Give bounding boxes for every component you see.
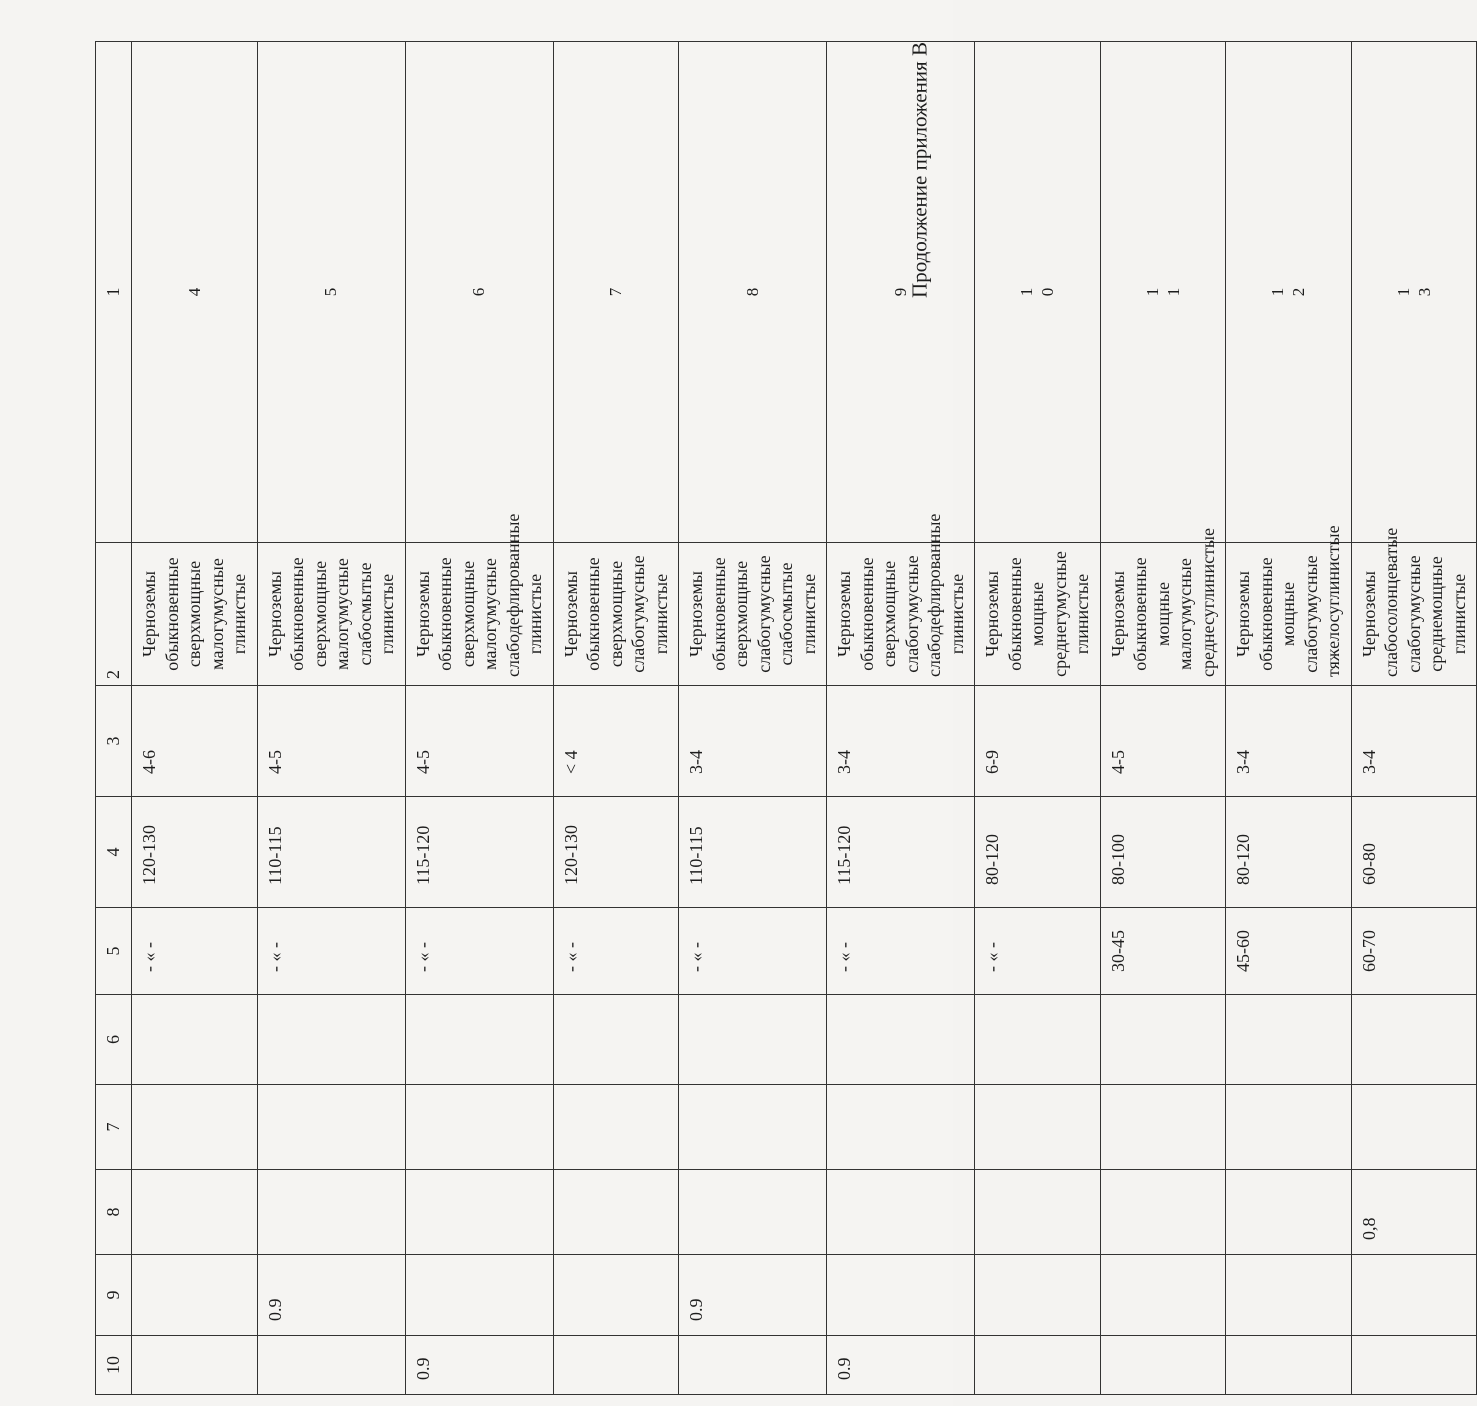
cell-col3: 6-9 — [975, 686, 1101, 797]
cell-col4: 110-115 — [679, 797, 827, 908]
cell-col3: 4-5 — [1100, 686, 1226, 797]
cell-col5: - « - — [132, 908, 258, 995]
cell-col8 — [132, 1170, 258, 1255]
cell-col9 — [1226, 1255, 1352, 1336]
cell-col9: 0.9 — [257, 1255, 405, 1336]
cell-col6 — [1100, 995, 1226, 1085]
cell-row-number: 1 3 — [1351, 42, 1477, 543]
cell-col4: 120-130 — [132, 797, 258, 908]
cell-col8 — [405, 1170, 553, 1255]
cell-soil-name: Черноземы обыкновенные сверхмощные малогумусные глинистые — [132, 543, 258, 686]
cell-row-number: 1 1 — [1100, 42, 1226, 543]
cell-soil-name: Черноземы обыкновенные сверхмощные слабогумусные слабодефлированные глинистые — [827, 543, 975, 686]
cell-row-number: 7 — [553, 42, 679, 543]
cell-col6 — [975, 995, 1101, 1085]
cell-col5: - « - — [553, 908, 679, 995]
cell-soil-name: Черноземы обыкновенные сверхмощные слабогумусные глинистые — [553, 543, 679, 686]
cell-col10: 0.9 — [827, 1336, 975, 1395]
cell-col4: 80-100 — [1100, 797, 1226, 908]
cell-col3: 3-4 — [1226, 686, 1352, 797]
cell-col5: - « - — [257, 908, 405, 995]
table-row — [257, 42, 405, 1395]
cell-col5: 30-45 — [1100, 908, 1226, 995]
cell-col7 — [257, 1085, 405, 1170]
cell-col3: < 4 — [553, 686, 679, 797]
cell-col10 — [1351, 1336, 1477, 1395]
cell-col7 — [679, 1085, 827, 1170]
cell-col8 — [975, 1170, 1101, 1255]
cell-col6 — [405, 995, 553, 1085]
cell-col6 — [1226, 995, 1352, 1085]
cell-col5: 45-60 — [1226, 908, 1352, 995]
header-row — [96, 42, 132, 1395]
cell-col8 — [553, 1170, 679, 1255]
cell-soil-name: Черноземы обыкновенные сверхмощные слабогумусные слабосмытые глинистые — [679, 543, 827, 686]
table-row — [1226, 42, 1352, 1395]
cell-soil-name: Черноземы обыкновенные сверхмощные малогумусные слабосмытые глинистые — [257, 543, 405, 686]
cell-col5: - « - — [405, 908, 553, 995]
cell-soil-name: Черноземы слабосолонцеватые слабогумусные среднемощные глинистые — [1351, 543, 1477, 686]
cell-col9: 0.9 — [679, 1255, 827, 1336]
cell-col9 — [827, 1255, 975, 1336]
cell-col10 — [553, 1336, 679, 1395]
cell-col3: 3-4 — [827, 686, 975, 797]
cell-col7 — [975, 1085, 1101, 1170]
cell-col7 — [553, 1085, 679, 1170]
cell-col4: 80-120 — [1226, 797, 1352, 908]
cell-col3: 3-4 — [679, 686, 827, 797]
cell-col5: - « - — [679, 908, 827, 995]
cell-col6 — [827, 995, 975, 1085]
cell-col6 — [1351, 995, 1477, 1085]
cell-col8 — [257, 1170, 405, 1255]
table-row — [132, 42, 258, 1395]
cell-col7 — [1351, 1085, 1477, 1170]
cell-col8 — [827, 1170, 975, 1255]
header-cell: 8 — [96, 1170, 132, 1255]
table-row — [679, 42, 827, 1395]
cell-col8 — [1226, 1170, 1352, 1255]
header-cell: 9 — [96, 1255, 132, 1336]
cell-col9 — [1100, 1255, 1226, 1336]
header-cell: 3 — [96, 686, 132, 797]
cell-col3: 3-4 — [1351, 686, 1477, 797]
header-cell: 6 — [96, 995, 132, 1085]
cell-col8 — [1100, 1170, 1226, 1255]
table-row — [1100, 42, 1226, 1395]
cell-col9 — [405, 1255, 553, 1336]
cell-row-number: 8 — [679, 42, 827, 543]
cell-col7 — [1226, 1085, 1352, 1170]
cell-soil-name: Черноземы обыкновенные мощные среднегумусные глинистые — [975, 543, 1101, 686]
cell-col4: 60-80 — [1351, 797, 1477, 908]
header-cell: 10 — [96, 1336, 132, 1395]
cell-col6 — [257, 995, 405, 1085]
cell-col10: 0.9 — [405, 1336, 553, 1395]
cell-col10 — [1100, 1336, 1226, 1395]
cell-soil-name: Черноземы обыкновенные сверхмощные малогумусные слабодефлированные глинистые — [405, 543, 553, 686]
cell-row-number: 6 — [405, 42, 553, 543]
cell-col6 — [679, 995, 827, 1085]
cell-col9 — [553, 1255, 679, 1336]
cell-col10 — [975, 1336, 1101, 1395]
cell-col9 — [132, 1255, 258, 1336]
header-cell: 1 — [96, 42, 132, 543]
cell-soil-name: Черноземы обыкновенные мощные слабогумусные тяжелосуглинистые — [1226, 543, 1352, 686]
cell-col10 — [132, 1336, 258, 1395]
cell-col10 — [679, 1336, 827, 1395]
cell-row-number: 5 — [257, 42, 405, 543]
header-cell: 4 — [96, 797, 132, 908]
continuation-title-text: Продолжение приложения В — [907, 42, 932, 298]
cell-col3: 4-5 — [257, 686, 405, 797]
cell-col10 — [257, 1336, 405, 1395]
cell-row-number: 1 0 — [975, 42, 1101, 543]
cell-col6 — [132, 995, 258, 1085]
cell-col4: 115-120 — [827, 797, 975, 908]
header-cell: 2 — [96, 543, 132, 686]
cell-row-number: 1 2 — [1226, 42, 1352, 543]
cell-col3: 4-6 — [132, 686, 258, 797]
header-cell: 5 — [96, 908, 132, 995]
cell-col7 — [132, 1085, 258, 1170]
cell-col9 — [975, 1255, 1101, 1336]
cell-col4: 120-130 — [553, 797, 679, 908]
cell-col3: 4-5 — [405, 686, 553, 797]
cell-col4: 80-120 — [975, 797, 1101, 908]
cell-row-number: 4 — [132, 42, 258, 543]
cell-col7 — [405, 1085, 553, 1170]
cell-col6 — [553, 995, 679, 1085]
cell-col4: 110-115 — [257, 797, 405, 908]
cell-col8 — [679, 1170, 827, 1255]
cell-row-number: 9 — [827, 42, 975, 543]
header-cell: 7 — [96, 1085, 132, 1170]
cell-col7 — [1100, 1085, 1226, 1170]
cell-col5: - « - — [827, 908, 975, 995]
cell-col5: 60-70 — [1351, 908, 1477, 995]
table-row — [553, 42, 679, 1395]
table-row — [1351, 42, 1477, 1395]
cell-col8: 0,8 — [1351, 1170, 1477, 1255]
cell-col4: 115-120 — [405, 797, 553, 908]
cell-col7 — [827, 1085, 975, 1170]
cell-col5: - « - — [975, 908, 1101, 995]
table-row — [827, 42, 975, 1395]
table-row — [975, 42, 1101, 1395]
cell-soil-name: Черноземы обыкновенные мощные малогумусные среднесуглинистые — [1100, 543, 1226, 686]
soil-table — [95, 41, 1477, 1395]
cell-col10 — [1226, 1336, 1352, 1395]
cell-col9 — [1351, 1255, 1477, 1336]
table-row — [405, 42, 553, 1395]
